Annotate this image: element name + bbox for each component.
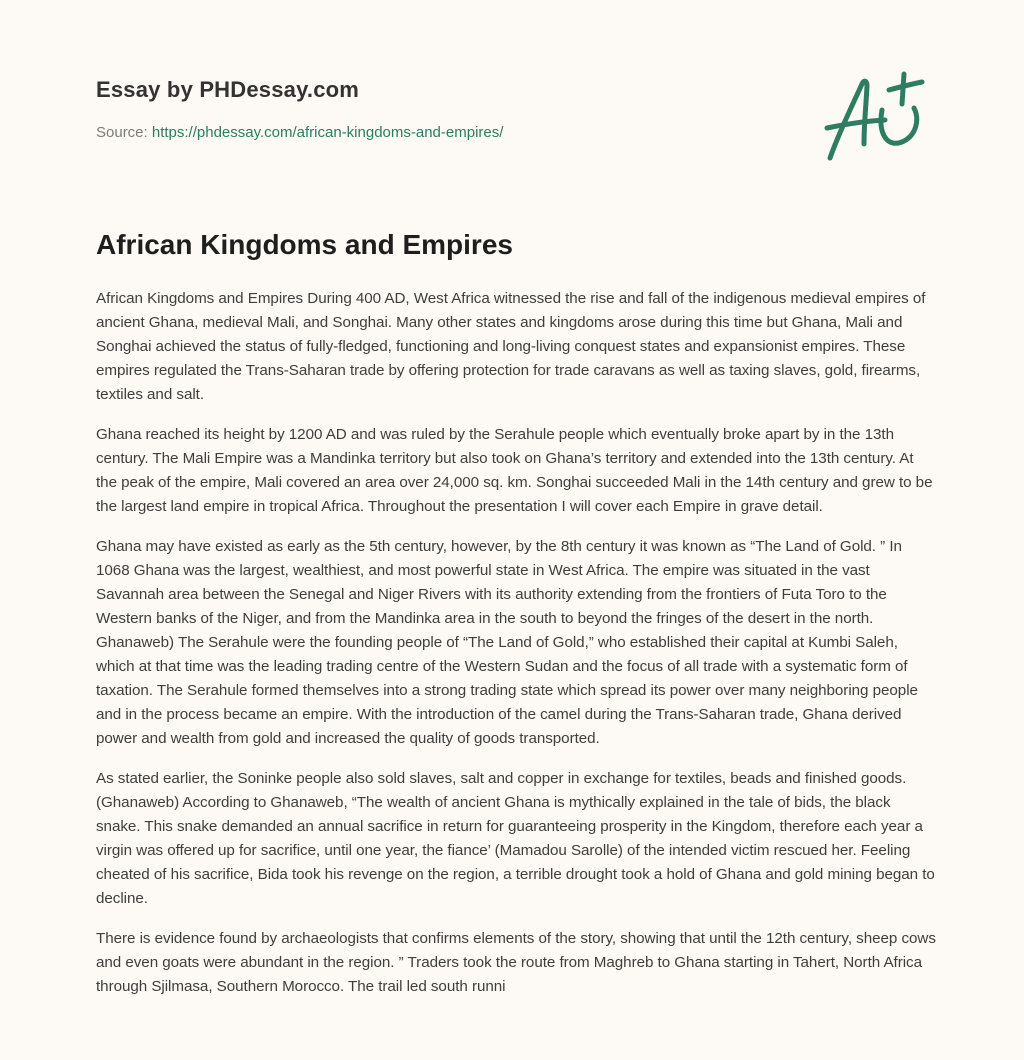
- essay-article: [96, 226, 936, 1015]
- source-label: Source:: [96, 124, 152, 141]
- a-plus-grade-icon: [818, 66, 930, 166]
- article-title: African Kingdoms and Empires: [96, 229, 513, 260]
- paragraph-2: Ghana reached its height by 1200 AD and was ruled by the Serahule people which eventually broke apart by in the 13th century. The Mali Empire was a Mandinka territory but also took on Ghana’s territory and extended into the 13th century. At the peak of the empire, Mali covered an area over 24,000 sq. km. Songhai succeeded Mali in the 14th century and grew to be the largest land empire in tropical Africa. Throughout the presentation I will cover each Empire in grave detail.: [96, 426, 933, 515]
- site-title: Essay by PHDessay.com: [96, 77, 360, 102]
- source-link[interactable]: https://phdessay.com/african-kingdoms-and-empires/: [151, 124, 504, 141]
- source-line: [96, 123, 796, 143]
- page-header: [96, 74, 796, 143]
- paragraph-5: There is evidence found by archaeologists that confirms elements of the story, showing that until the 12th century, sheep cows and even goats were abundant in the region. ” Traders took the route from Maghreb to Ghana starting in Tahert, North Africa through Sjilmasa, Southern Morocco. The trail led south runni: [96, 930, 936, 995]
- paragraph-4: As stated earlier, the Soninke people also sold slaves, salt and copper in exchange for textiles, beads and finished goods. (Ghanaweb) According to Ghanaweb, “The wealth of ancient Ghana is mythically explained in the tale of bids, the black snake. This snake demanded an annual sacrifice in return for guaranteeing prosperity in the Kingdom, therefore each year a virgin was offered up for sacrifice, until one year, the fiance’ (Mamadou Sarolle) of the intended victim rescued her. Feeling cheated of his sacrifice, Bida took his revenge on the region, a terrible drought took a hold of Ghana and gold mining began to decline.: [96, 770, 935, 907]
- paragraph-1: African Kingdoms and Empires During 400 AD, West Africa witnessed the rise and fall of the indigenous medieval empires of ancient Ghana, medieval Mali, and Songhai. Many other states and kingdoms arose during this time but Ghana, Mali and Songhai achieved the status of fully-fledged, functioning and long-living conquest states and expansionist empires. These empires regulated the Trans-Saharan trade by offering protection for trade caravans as well as taxing slaves, gold, firearms, textiles and salt.: [96, 290, 926, 403]
- paragraph-3: Ghana may have existed as early as the 5th century, however, by the 8th century it was known as “The Land of Gold. ” In 1068 Ghana was the largest, wealthiest, and most powerful state in West Africa. The empire was situated in the vast Savannah area between the Senegal and Niger Rivers with its authority extending from the frontiers of Futa Toro to the Western banks of the Niger, and from the Mandinka area in the south to beyond the fringes of the desert in the north. Ghanaweb) The Serahule were the founding people of “The Land of Gold,” who established their capital at Kumbi Saleh, which at that time was the leading trading centre of the Western Sudan and the focus of all trade with a systematic form of taxation. The Serahule formed themselves into a strong trading state which spread its power over many neighboring people and in the process became an empire. With the introduction of the camel during the Trans-Saharan trade, Ghana derived power and wealth from gold and increased the quality of goods transported.: [96, 538, 918, 747]
